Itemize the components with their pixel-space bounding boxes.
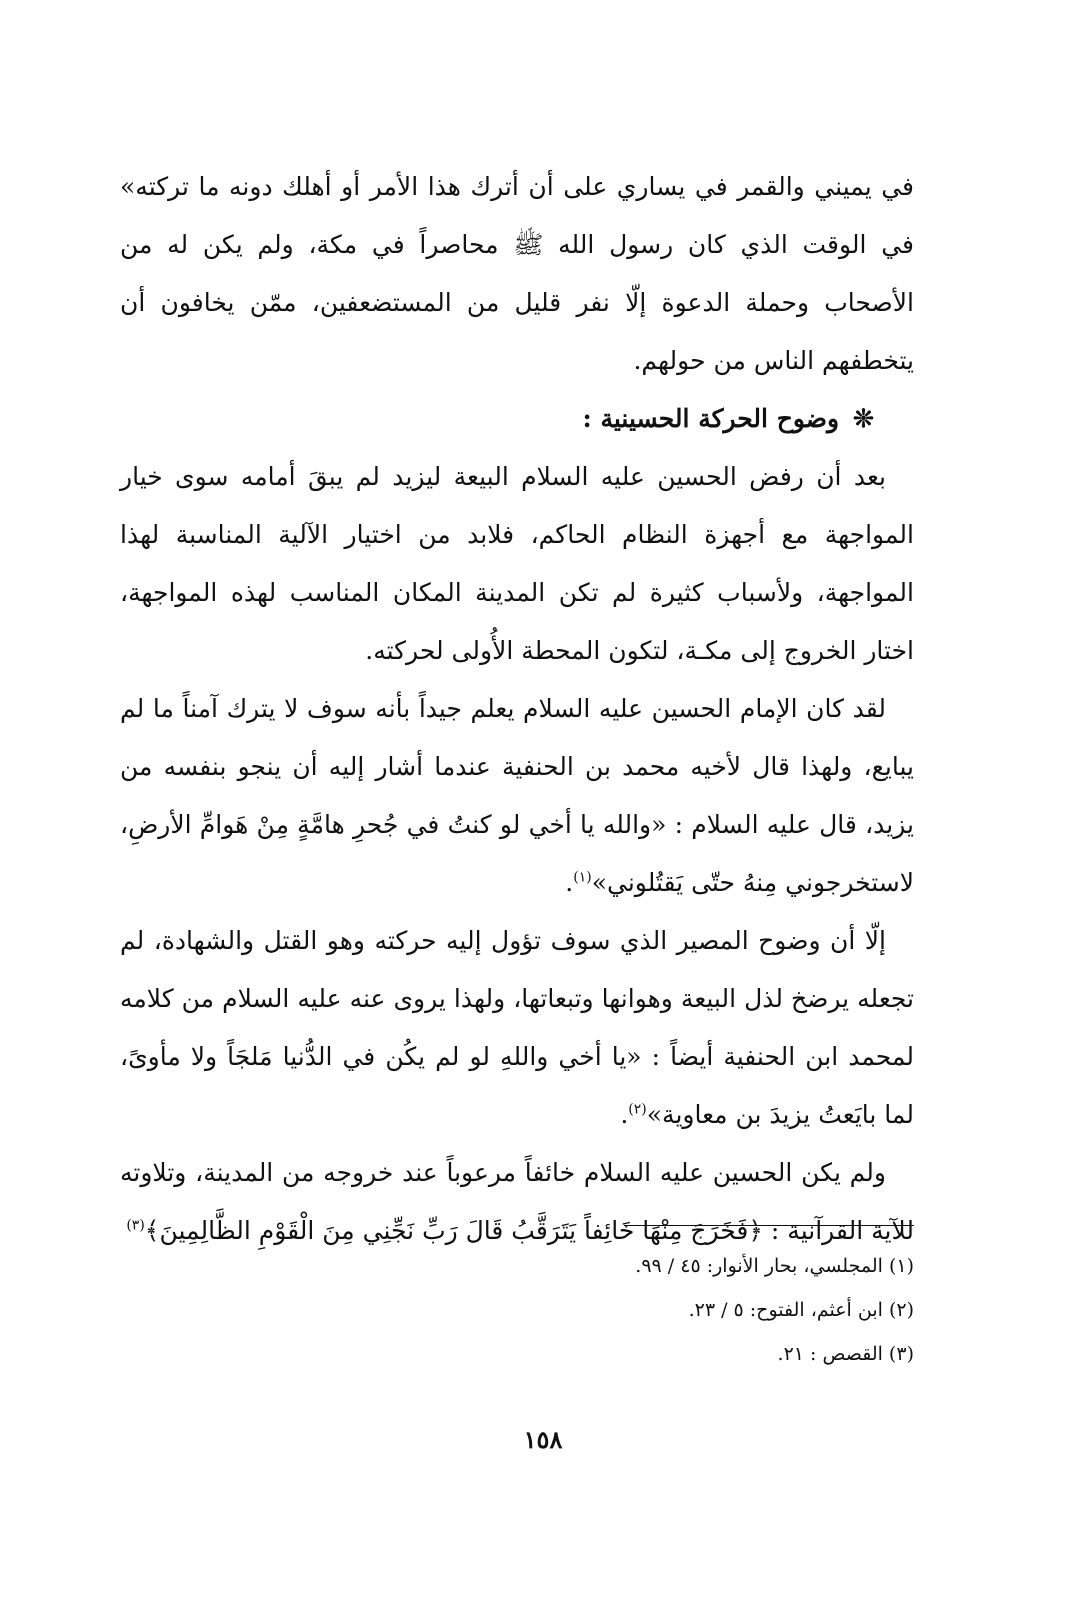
paragraph-3: [120, 912, 914, 1144]
footnote-ref-2: (٢): [628, 1101, 647, 1118]
paragraph-3-end: .: [620, 1100, 629, 1129]
paragraph-2-text: لقد كان الإمام الحسين عليه السلام يعلم جيداً بأنه سوف لا يترك آمناً ما لم يبايع، ولهذا قال لأخيه محمد بن الحنفية عندما أشار إليه أن ينجو بنفسه من يزيد، قال عليه السلام : «والله يا أخي لو كنتُ في جُحرِ هامَّةٍ مِنْ هَوامِّ الأرضِ، لاستخرجوني مِنهُ حتّى يَقتُلوني»: [120, 694, 914, 897]
footnotes: [314, 1244, 914, 1376]
page-number: ١٥٨: [523, 1425, 563, 1454]
asterism-icon: ❊: [853, 404, 874, 433]
footnote-ref-3: (٣): [126, 1217, 145, 1234]
continuation-paragraph: في يميني والقمر في يساري على أن أترك هذا الأمر أو أهلك دونه ما تركته» في الوقت الذي كان رسول الله ﷺ محاصراً في مكة، ولم يكن له من الأصحاب وحملة الدعوة إلّا نفر قليل من المستضعفين، ممّن يخافون أن يتخطفهم الناس من حولهم.: [120, 172, 914, 375]
section-heading-text: وضوح الحركة الحسينية :: [582, 404, 840, 433]
paragraph-2: [120, 680, 914, 912]
paragraph-4: [120, 1144, 914, 1260]
footnote-3: (٣) القصص : ٢١.: [777, 1343, 914, 1365]
main-text: [120, 158, 914, 1260]
footnote-1: (١) المجلسي، بحار الأنوار: ٤٥ / ٩٩.: [635, 1255, 914, 1277]
footnote-divider: [624, 1225, 914, 1226]
paragraph-2-end: .: [565, 868, 574, 897]
paragraph-1: بعد أن رفض الحسين عليه السلام البيعة ليزيد لم يبقَ أمامه سوى خيار المواجهة مع أجهزة النظام الحاكم، فلابد من اختيار الآلية المناسبة لهذا المواجهة، ولأسباب كثيرة لم تكن المدينة المكان المناسب لهذه المواجهة، اختار الخروج إلى مكـة، لتكون المحطة الأُولى لحركته.: [120, 462, 914, 665]
paragraph-4-text: ولم يكن الحسين عليه السلام خائفاً مرعوباً عند خروجه من المدينة، وتلاوته للآية القرآنية : ﴿فَخَرَجَ مِنْهَا خَائِفاً يَتَرَقَّبُ قَالَ رَبِّ نَجِّنِي مِنَ الْقَوْمِ الظَّالِمِينَ﴾: [120, 1158, 914, 1245]
footnote-ref-1: (١): [573, 869, 592, 886]
footnote-2: (٢) ابن أعثم، الفتوح: ٥ / ٢٣.: [688, 1299, 914, 1321]
section-heading: [120, 390, 914, 448]
paragraph-3-text: إلّا أن وضوح المصير الذي سوف تؤول إليه حركته وهو القتل والشهادة، لم تجعله يرضخ لذل البيعة وهوانها وتبعاتها، ولهذا يروى عنه عليه السلام من كلامه لمحمد ابن الحنفية أيضاً : «يا أخي واللهِ لو لم يكُن في الدُّنيا مَلجَاً ولا مأوىً، لما بايَعتُ يزيدَ بن معاوية»: [120, 926, 914, 1129]
